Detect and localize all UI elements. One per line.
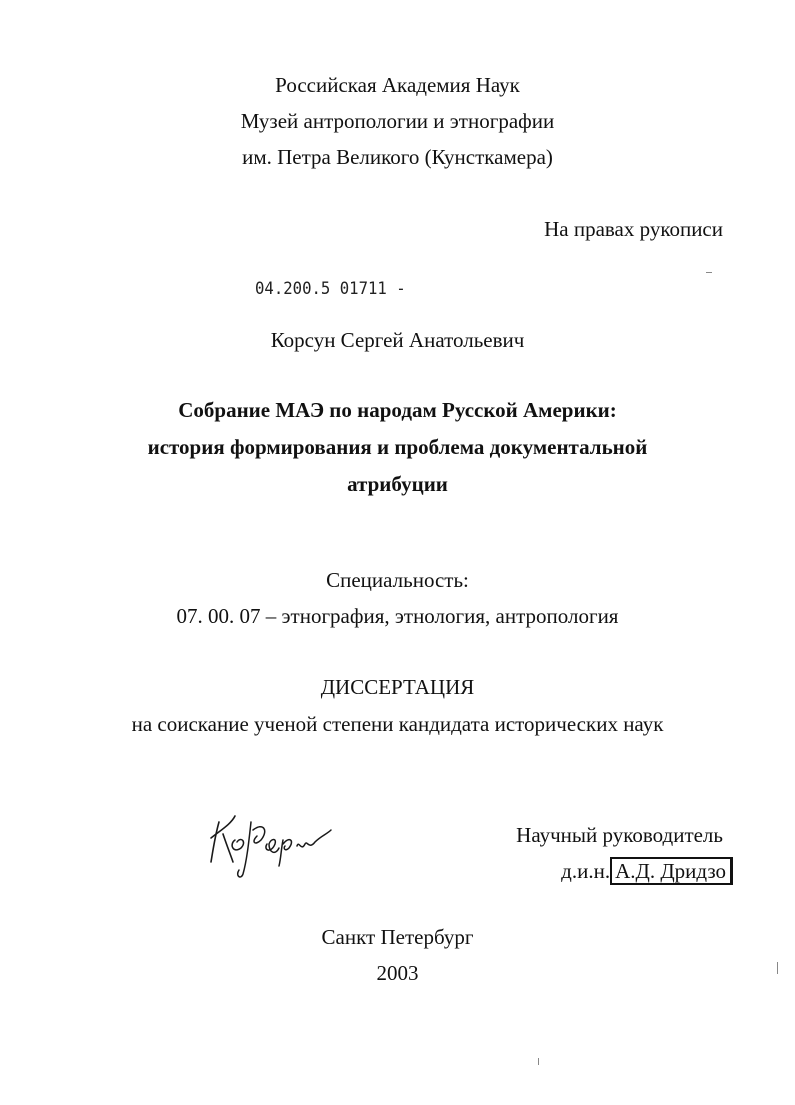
- academy-name: Российская Академия Наук: [275, 73, 520, 97]
- museum-full-name: им. Петра Великого (Кунсткамера): [242, 145, 553, 169]
- year: 2003: [376, 961, 419, 985]
- museum-name: Музей антропологии и этнографии: [240, 109, 555, 133]
- supervisor-degree: д.и.н.: [561, 859, 611, 883]
- title-line-2: история формирования и проблема документальной: [147, 435, 648, 459]
- supervisor-line: [561, 857, 733, 885]
- author-name: Корсун Сергей Анатольевич: [270, 328, 525, 352]
- registration-code: 04.200.5 01711 -: [255, 279, 406, 299]
- city: Санкт Петербург: [321, 925, 474, 949]
- scan-speck: [538, 1058, 539, 1065]
- title-line-3: атрибуции: [347, 472, 448, 496]
- specialty-value: 07. 00. 07 – этнография, этнология, антропология: [176, 604, 619, 628]
- supervisor-label: Научный руководитель: [516, 823, 723, 847]
- dissertation-heading: ДИССЕРТАЦИЯ: [320, 675, 475, 699]
- supervisor-name: А.Д. Дридзо: [610, 857, 733, 885]
- scan-speck: [777, 962, 778, 974]
- title-line-1: Собрание МАЭ по народам Русской Америки:: [178, 398, 617, 422]
- manuscript-note: На правах рукописи: [544, 217, 723, 241]
- specialty-label: Специальность:: [326, 568, 469, 592]
- scan-speck: [706, 272, 712, 273]
- signature: [205, 800, 335, 880]
- dissertation-subtitle: на соискание ученой степени кандидата исторических наук: [131, 712, 664, 736]
